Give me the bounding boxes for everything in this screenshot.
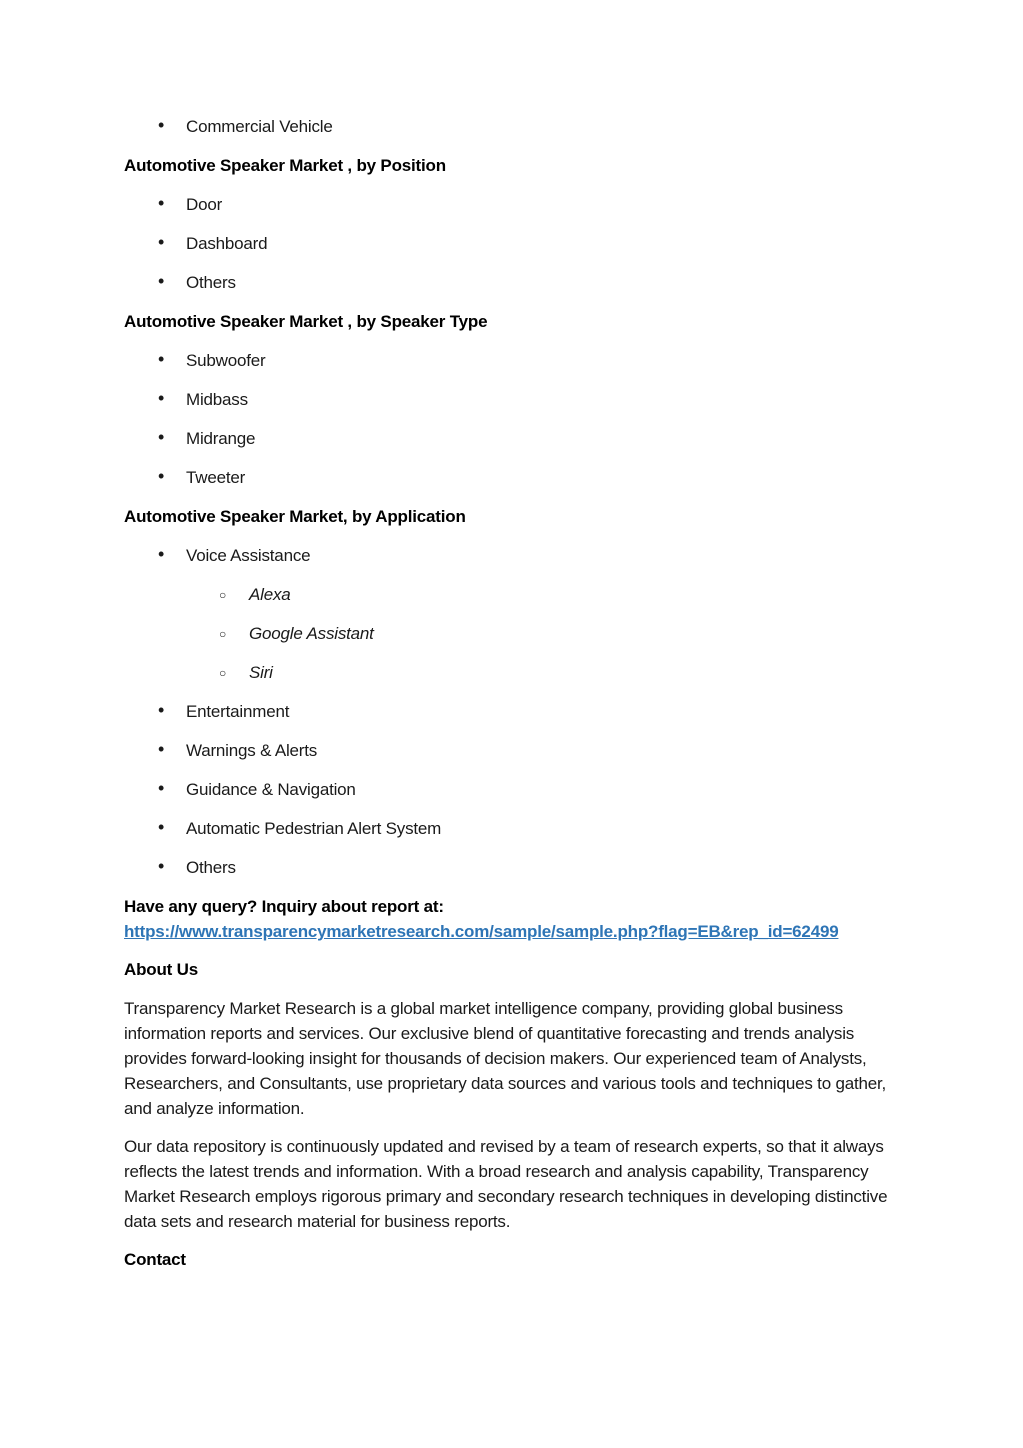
section-heading-by-application: Automotive Speaker Market, by Application bbox=[124, 507, 466, 526]
list-item bbox=[124, 465, 896, 490]
section-heading-by-speaker-type: Automotive Speaker Market , by Speaker Type bbox=[124, 312, 488, 331]
list-item bbox=[124, 426, 896, 451]
bullet-icon: • bbox=[158, 427, 165, 447]
list-item-label: Entertainment bbox=[186, 702, 290, 721]
circle-bullet-icon: ○ bbox=[219, 627, 227, 641]
list-item-label: Dashboard bbox=[186, 234, 268, 253]
circle-bullet-icon: ○ bbox=[219, 666, 227, 680]
bullet-icon: • bbox=[158, 856, 165, 876]
bullet-icon: • bbox=[158, 388, 165, 408]
bullet-icon: • bbox=[158, 739, 165, 759]
bullet-icon: • bbox=[158, 193, 165, 213]
sub-list-item bbox=[124, 582, 896, 607]
bullet-icon: • bbox=[158, 271, 165, 291]
bullet-icon: • bbox=[158, 700, 165, 720]
list-item bbox=[124, 231, 896, 256]
query-block bbox=[124, 894, 896, 944]
contact-heading: Contact bbox=[124, 1250, 186, 1269]
list-item-label: Voice Assistance bbox=[186, 546, 311, 565]
sample-report-link[interactable]: https://www.transparencymarketresearch.com/sample/sample.php?flag=EB&rep_id=62499 bbox=[124, 922, 839, 941]
list-item bbox=[124, 738, 896, 763]
list-item-label: Commercial Vehicle bbox=[186, 117, 333, 136]
list-item bbox=[124, 270, 896, 295]
list-item-label: Warnings & Alerts bbox=[186, 741, 318, 760]
list-item-label: Subwoofer bbox=[186, 351, 266, 370]
sub-list-item bbox=[124, 660, 896, 685]
list-item bbox=[124, 543, 896, 568]
list-item bbox=[124, 699, 896, 724]
circle-bullet-icon: ○ bbox=[219, 588, 227, 602]
section-heading-by-position: Automotive Speaker Market , by Position bbox=[124, 156, 446, 175]
bullet-icon: • bbox=[158, 232, 165, 252]
list-item bbox=[124, 387, 896, 412]
list-item-label: Guidance & Navigation bbox=[186, 780, 356, 799]
query-label: Have any query? Inquiry about report at: bbox=[124, 897, 444, 916]
list-item-label: Others bbox=[186, 273, 236, 292]
bullet-icon: • bbox=[158, 817, 165, 837]
about-us-heading: About Us bbox=[124, 960, 198, 979]
list-item bbox=[124, 192, 896, 217]
list-item-label: Automatic Pedestrian Alert System bbox=[186, 819, 442, 838]
bullet-icon: • bbox=[158, 115, 165, 135]
sub-list-item-label: Google Assistant bbox=[249, 624, 374, 643]
bullet-icon: • bbox=[158, 544, 165, 564]
bullet-icon: • bbox=[158, 349, 165, 369]
sub-list-item-label: Siri bbox=[249, 663, 273, 682]
list-item-label: Midrange bbox=[186, 429, 256, 448]
sub-list-item-label: Alexa bbox=[249, 585, 291, 604]
sub-list-item bbox=[124, 621, 896, 646]
about-paragraph-2: Our data repository is continuously updated and revised by a team of research experts, so that it always reflects the latest trends and information. With a broad research and analysis capability, Transparency Market Research employs rigorous primary and secondary research techniques in developing distinctive data sets and research material for business reports. bbox=[124, 1137, 888, 1231]
about-paragraph-1: Transparency Market Research is a global market intelligence company, providing global business information reports and services. Our exclusive blend of quantitative forecasting and trends analysis provides forward-looking insight for thousands of decision makers. Our experienced team of Analysts, Researchers, and Consultants, use proprietary data sources and various tools and techniques to gather, and analyze information. bbox=[124, 999, 887, 1118]
list-item-label: Others bbox=[186, 858, 236, 877]
bullet-icon: • bbox=[158, 466, 165, 486]
list-item-label: Door bbox=[186, 195, 223, 214]
list-item-label: Midbass bbox=[186, 390, 248, 409]
list-item bbox=[124, 777, 896, 802]
list-item-label: Tweeter bbox=[186, 468, 246, 487]
bullet-icon: • bbox=[158, 778, 165, 798]
list-item bbox=[124, 855, 896, 880]
list-item bbox=[124, 816, 896, 841]
list-item bbox=[124, 348, 896, 373]
list-item bbox=[124, 114, 896, 139]
